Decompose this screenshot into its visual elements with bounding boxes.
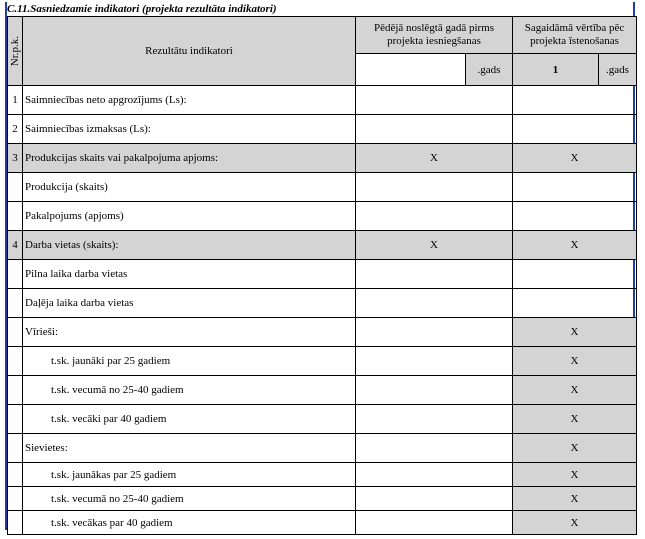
row-number: 3 (8, 144, 23, 173)
row-last-value: X (356, 231, 513, 260)
row-target-value[interactable] (513, 260, 637, 289)
row-last-value[interactable] (356, 347, 513, 376)
row-label: Saimniecības izmaksas (Ls): (23, 115, 356, 144)
table-row (8, 144, 637, 173)
target-year-value: 1 (513, 54, 599, 86)
row-target-value: X (513, 487, 637, 511)
row-number (8, 173, 23, 202)
row-target-value[interactable] (513, 115, 637, 144)
row-number (8, 347, 23, 376)
row-label: Vīrieši: (23, 318, 356, 347)
section-title: C.11.Sasniedzamie indikatori (projekta rezultāta indikatori) (7, 3, 277, 15)
header-nr (8, 17, 23, 86)
row-last-value[interactable] (356, 289, 513, 318)
row-number (8, 511, 23, 535)
row-number: 2 (8, 115, 23, 144)
indicators-table (7, 16, 637, 535)
row-label: Produkcijas skaits vai pakalpojuma apjoms: (23, 144, 356, 173)
table-row (8, 289, 637, 318)
table-body (8, 86, 637, 535)
row-last-value[interactable] (356, 318, 513, 347)
row-label: t.sk. vecumā no 25-40 gadiem (23, 376, 356, 405)
row-label: Produkcija (skaits) (23, 173, 356, 202)
table-row (8, 202, 637, 231)
row-last-value[interactable] (356, 376, 513, 405)
row-number: 1 (8, 86, 23, 115)
row-number (8, 434, 23, 463)
row-last-value[interactable] (356, 202, 513, 231)
row-target-value: X (513, 144, 637, 173)
row-number (8, 202, 23, 231)
row-target-value: X (513, 347, 637, 376)
row-label: Sievietes: (23, 434, 356, 463)
row-last-value[interactable] (356, 487, 513, 511)
row-number (8, 318, 23, 347)
row-target-value: X (513, 511, 637, 535)
row-label: Pakalpojums (apjoms) (23, 202, 356, 231)
row-number (8, 405, 23, 434)
row-label: t.sk. vecumā no 25-40 gadiem (23, 487, 356, 511)
row-target-value: X (513, 405, 637, 434)
table-row (8, 115, 637, 144)
table-row (8, 231, 637, 260)
row-label: t.sk. vecāki par 40 gadiem (23, 405, 356, 434)
header-target: Sagaidāmā vērtība pēc projekta īstenošanas (513, 17, 637, 54)
header-last-year: Pēdējā noslēgtā gadā pirms projekta iesniegšanas (356, 17, 513, 54)
table-row (8, 347, 637, 376)
row-last-value[interactable] (356, 260, 513, 289)
row-last-value[interactable] (356, 434, 513, 463)
table-row (8, 173, 637, 202)
row-label: Pilna laika darba vietas (23, 260, 356, 289)
row-number (8, 289, 23, 318)
table-row (8, 260, 637, 289)
row-label: t.sk. vecākas par 40 gadiem (23, 511, 356, 535)
row-number (8, 463, 23, 487)
row-number (8, 376, 23, 405)
row-last-value: X (356, 144, 513, 173)
table-row (8, 376, 637, 405)
table-row (8, 405, 637, 434)
row-last-value[interactable] (356, 86, 513, 115)
target-year-label: .gads (599, 54, 637, 86)
row-number (8, 487, 23, 511)
row-last-value[interactable] (356, 463, 513, 487)
row-label: t.sk. jaunāki par 25 gadiem (23, 347, 356, 376)
row-target-value: X (513, 434, 637, 463)
row-label: t.sk. jaunākas par 25 gadiem (23, 463, 356, 487)
row-label: Saimniecības neto apgrozījums (Ls): (23, 86, 356, 115)
row-target-value[interactable] (513, 86, 637, 115)
row-target-value[interactable] (513, 173, 637, 202)
table-row (8, 463, 637, 487)
row-number (8, 260, 23, 289)
last-year-label: .gads (466, 54, 513, 86)
row-last-value[interactable] (356, 405, 513, 434)
header-indicators: Rezultātu indikatori (23, 17, 356, 86)
row-target-value: X (513, 231, 637, 260)
table-row (8, 86, 637, 115)
row-label: Daļēja laika darba vietas (23, 289, 356, 318)
row-last-value[interactable] (356, 115, 513, 144)
row-label: Darba vietas (skaits): (23, 231, 356, 260)
row-target-value: X (513, 318, 637, 347)
row-target-value[interactable] (513, 289, 637, 318)
row-target-value: X (513, 376, 637, 405)
row-target-value: X (513, 463, 637, 487)
last-year-input[interactable] (356, 54, 466, 86)
header-nr-label: Nr.p.k. (9, 35, 21, 67)
row-target-value[interactable] (513, 202, 637, 231)
row-number: 4 (8, 231, 23, 260)
table-row (8, 487, 637, 511)
table-row (8, 318, 637, 347)
table-row (8, 511, 637, 535)
row-last-value[interactable] (356, 173, 513, 202)
table-row (8, 434, 637, 463)
row-last-value[interactable] (356, 511, 513, 535)
